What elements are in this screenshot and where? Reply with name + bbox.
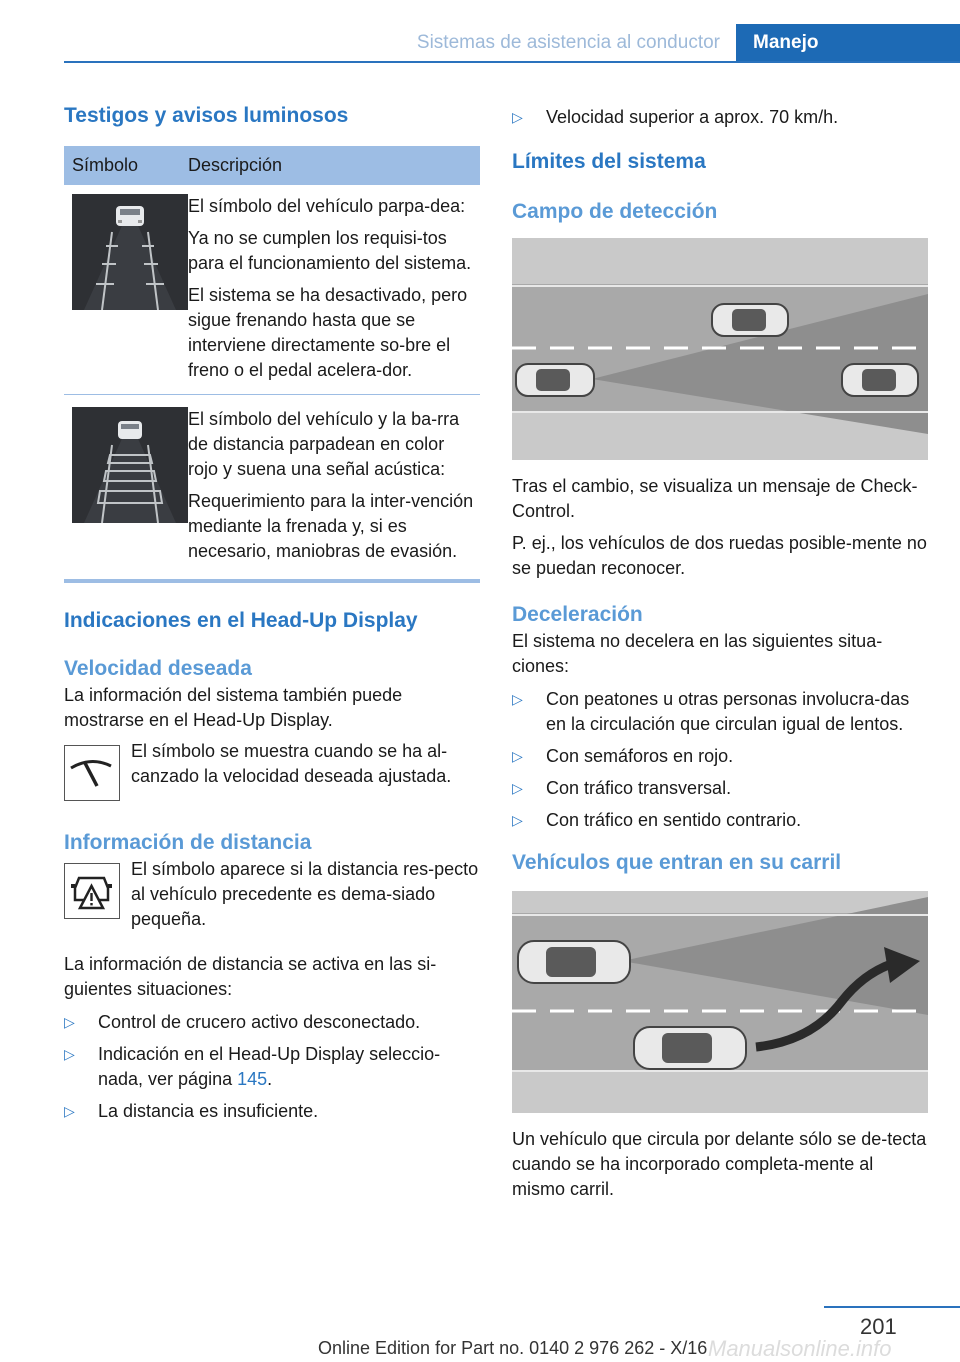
section-title-system-limits: Límites del sistema — [512, 150, 706, 173]
symbol-table — [64, 146, 480, 571]
table-header-symbol: Símbolo — [64, 146, 188, 185]
row1-para1: El símbolo del vehículo parpa-dea: — [188, 196, 466, 216]
watermark: Manualsonline.info — [708, 1336, 892, 1361]
subsection-title-deceleration: Deceleración — [512, 603, 643, 626]
subsection-title-distance-info: Información de distancia — [64, 831, 312, 854]
left-column — [64, 100, 480, 1131]
list-item: ▷ Con peatones u otras personas involucra-das en la circulación que circulan igual de lentos. — [512, 689, 910, 734]
bullet-triangle-icon: ▷ — [64, 1046, 75, 1062]
vehicle-flashing-icon — [72, 194, 188, 310]
list-item: ▷ Velocidad superior a aprox. 70 km/h. — [512, 105, 928, 130]
page-number: 201 — [860, 1314, 897, 1339]
subsection-title-desired-speed: Velocidad deseada — [64, 657, 252, 680]
list-item: ▷ Con tráfico transversal. — [512, 776, 928, 801]
list-item: ▷ Con tráfico en sentido contrario. — [512, 808, 928, 833]
table-header-description: Descripción — [188, 146, 480, 185]
bullet-triangle-icon: ▷ — [512, 780, 523, 796]
header-chapter-tab: Manejo — [736, 24, 960, 61]
list-item: ▷ Con semáforos en rojo. — [512, 744, 928, 769]
subsection-title-cut-in-vehicles: Vehículos que entran en su carril — [512, 851, 842, 874]
detection-field-text-1: Tras el cambio, se visualiza un mensaje de Check-Control. — [512, 476, 918, 521]
bullet-triangle-icon: ▷ — [64, 1014, 75, 1030]
page-reference-link[interactable]: 145 — [237, 1069, 268, 1089]
distance-conditions-list — [64, 1010, 480, 1124]
bullet-triangle-icon: ▷ — [512, 109, 523, 125]
vehicle-distance-bar-icon — [72, 407, 188, 523]
edition-line: Online Edition for Part no. 0140 2 976 262 - X/16 — [318, 1338, 708, 1358]
speed-symbol-text: El símbolo se muestra cuando se ha al-canzado la velocidad deseada ajustada. — [131, 741, 452, 786]
speed-symbol-row — [64, 739, 480, 801]
speed-condition-list — [512, 105, 928, 130]
footer-rule — [824, 1306, 960, 1308]
row2-para1: El símbolo del vehículo y la ba-rra de distancia parpadean en color rojo y suena una señal acústica: — [188, 409, 460, 479]
row1-para3: El sistema se ha desactivado, pero sigue frenando hasta que se interviene directamente so-bre el freno o el pedal acelera-dor. — [188, 285, 468, 380]
row2-para2: Requerimiento para la inter-vención mediante la frenada y, si es necesario, maniobras de evasión. — [188, 491, 474, 561]
right-column — [512, 100, 928, 1202]
cut-in-illustration — [512, 891, 928, 1113]
desired-speed-text: La información del sistema también puede mostrarse en el Head-Up Display. — [64, 685, 403, 730]
section-title-warning-lamps: Testigos y avisos luminosos — [64, 104, 349, 127]
deceleration-text: El sistema no decelera en las siguientes situa-ciones: — [512, 631, 883, 676]
subsection-title-detection-field: Campo de detección — [512, 200, 718, 223]
distance-warning-icon — [64, 863, 120, 919]
page-header — [64, 24, 960, 61]
cut-in-text: Un vehículo que circula por delante sólo se de-tecta cuando se ha incorporado completa-mente al mismo carril. — [512, 1129, 927, 1199]
section-title-hud: Indicaciones en el Head-Up Display — [64, 609, 418, 632]
list-item: ▷ Indicación en el Head-Up Display seleccio-nada, ver página 145. — [64, 1044, 441, 1089]
row1-para2: Ya no se cumplen los requisi-tos para el funcionamiento del sistema. — [188, 228, 472, 273]
table-bottom-rule — [64, 579, 480, 583]
speed-reached-icon — [64, 745, 120, 801]
bullet-triangle-icon: ▷ — [512, 812, 523, 828]
distance-symbol-row — [64, 857, 480, 932]
list-item: ▷ La distancia es insuficiente. — [64, 1099, 480, 1124]
detection-field-text-2: P. ej., los vehículos de dos ruedas posible-mente no se puedan reconocer. — [512, 533, 927, 578]
detection-field-illustration — [512, 238, 928, 460]
table-row — [64, 395, 480, 572]
deceleration-list — [512, 687, 928, 833]
bullet-triangle-icon: ▷ — [64, 1103, 75, 1119]
header-section-title: Sistemas de asistencia al conductor — [416, 32, 720, 53]
bullet-triangle-icon: ▷ — [512, 748, 523, 764]
bullet-triangle-icon: ▷ — [512, 691, 523, 707]
list-item: ▷ Control de crucero activo desconectado. — [64, 1010, 480, 1035]
table-row — [64, 185, 480, 395]
header-rule — [64, 61, 960, 63]
distance-intro-text: La información de distancia se activa en las si-guientes situaciones: — [64, 954, 437, 999]
distance-symbol-text: El símbolo aparece si la distancia res-pecto al vehículo precedente es dema-siado pequeña. — [131, 859, 479, 929]
